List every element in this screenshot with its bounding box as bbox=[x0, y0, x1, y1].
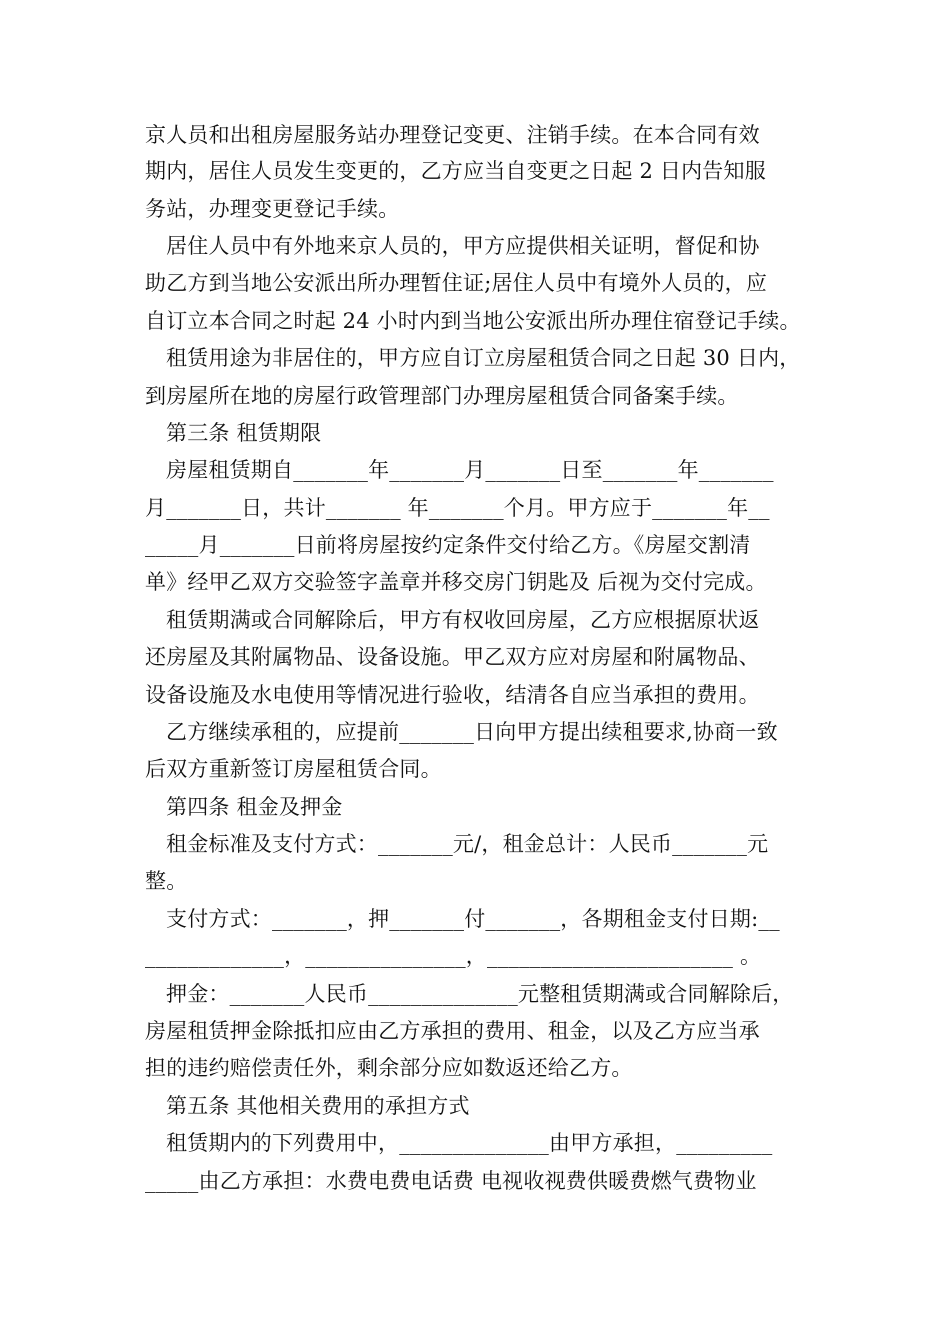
text-line-26: 担的违约赔偿责任外，剩余部分应如数返还给乙方。 bbox=[145, 1056, 633, 1080]
text-line-29: _____由乙方承担：水费电费电话费 电视收视费供暖费燃气费物业 bbox=[145, 1169, 757, 1193]
section-heading-4: 第四条 租金及押金 bbox=[166, 795, 343, 819]
text-line-11: 月_______日，共计_______ 年_______个月。甲方应于_______年__ bbox=[145, 496, 770, 520]
text-line-1: 京人员和出租房屋服务站办理登记变更、注销手续。在本合同有效 bbox=[145, 123, 760, 147]
text-line-7: 租赁用途为非居住的，甲方应自订立房屋租赁合同之日起 30 日内， bbox=[166, 346, 801, 370]
text-line-15: 还房屋及其附属物品、设备设施。甲乙双方应对房屋和附属物品、 bbox=[145, 645, 760, 669]
text-line-22: 支付方式：_______，押_______付_______，各期租金支付日期:__ bbox=[166, 907, 780, 931]
section-heading-3: 第三条 租赁期限 bbox=[166, 421, 322, 445]
text-line-28: 租赁期内的下列费用中，______________由甲方承担，_________ bbox=[166, 1131, 773, 1155]
text-line-18: 后双方重新签订房屋租赁合同。 bbox=[145, 757, 442, 781]
text-line-25: 房屋租赁押金除抵扣应由乙方承担的费用、租金，以及乙方应当承 bbox=[145, 1019, 760, 1043]
text-line-14: 租赁期满或合同解除后，甲方有权收回房屋，乙方应根据原状返 bbox=[166, 608, 760, 632]
text-line-21: 整。 bbox=[145, 869, 188, 893]
text-line-10: 房屋租赁期自_______年_______月_______日至_______年_______ bbox=[166, 458, 774, 482]
text-line-20: 租金标准及支付方式：_______元/，租金总计：人民币_______元 bbox=[166, 832, 769, 856]
text-line-13: 单》经甲乙双方交验签字盖章并移交房门钥匙及 后视为交付完成。 bbox=[145, 570, 767, 594]
text-line-12: _____月_______日前将房屋按约定条件交付给乙方。《房屋交割清 bbox=[145, 533, 751, 557]
text-line-3: 务站，办理变更登记手续。 bbox=[145, 197, 400, 221]
text-line-8: 到房屋所在地的房屋行政管理部门办理房屋租赁合同备案手续。 bbox=[145, 384, 739, 408]
text-line-4: 居住人员中有外地来京人员的，甲方应提供相关证明，督促和协 bbox=[166, 234, 760, 258]
text-line-24: 押金：_______人民币______________元整租赁期满或合同解除后， bbox=[166, 982, 794, 1006]
text-line-16: 设备设施及水电使用等情况进行验收，结清各自应当承担的费用。 bbox=[145, 683, 760, 707]
text-line-5: 助乙方到当地公安派出所办理暂住证;居住人员中有境外人员的，应 bbox=[145, 271, 768, 295]
text-line-23: _____________，_______________，_______________________ 。 bbox=[145, 944, 762, 968]
text-line-6: 自订立本合同之时起 24 小时内到当地公安派出所办理住宿登记手续。 bbox=[145, 309, 801, 333]
section-heading-5: 第五条 其他相关费用的承担方式 bbox=[166, 1094, 470, 1118]
text-line-17: 乙方继续承租的，应提前_______日向甲方提出续租要求,协商一致 bbox=[166, 720, 778, 744]
text-line-2: 期内，居住人员发生变更的，乙方应当自变更之日起 2 日内告知服 bbox=[145, 159, 766, 183]
